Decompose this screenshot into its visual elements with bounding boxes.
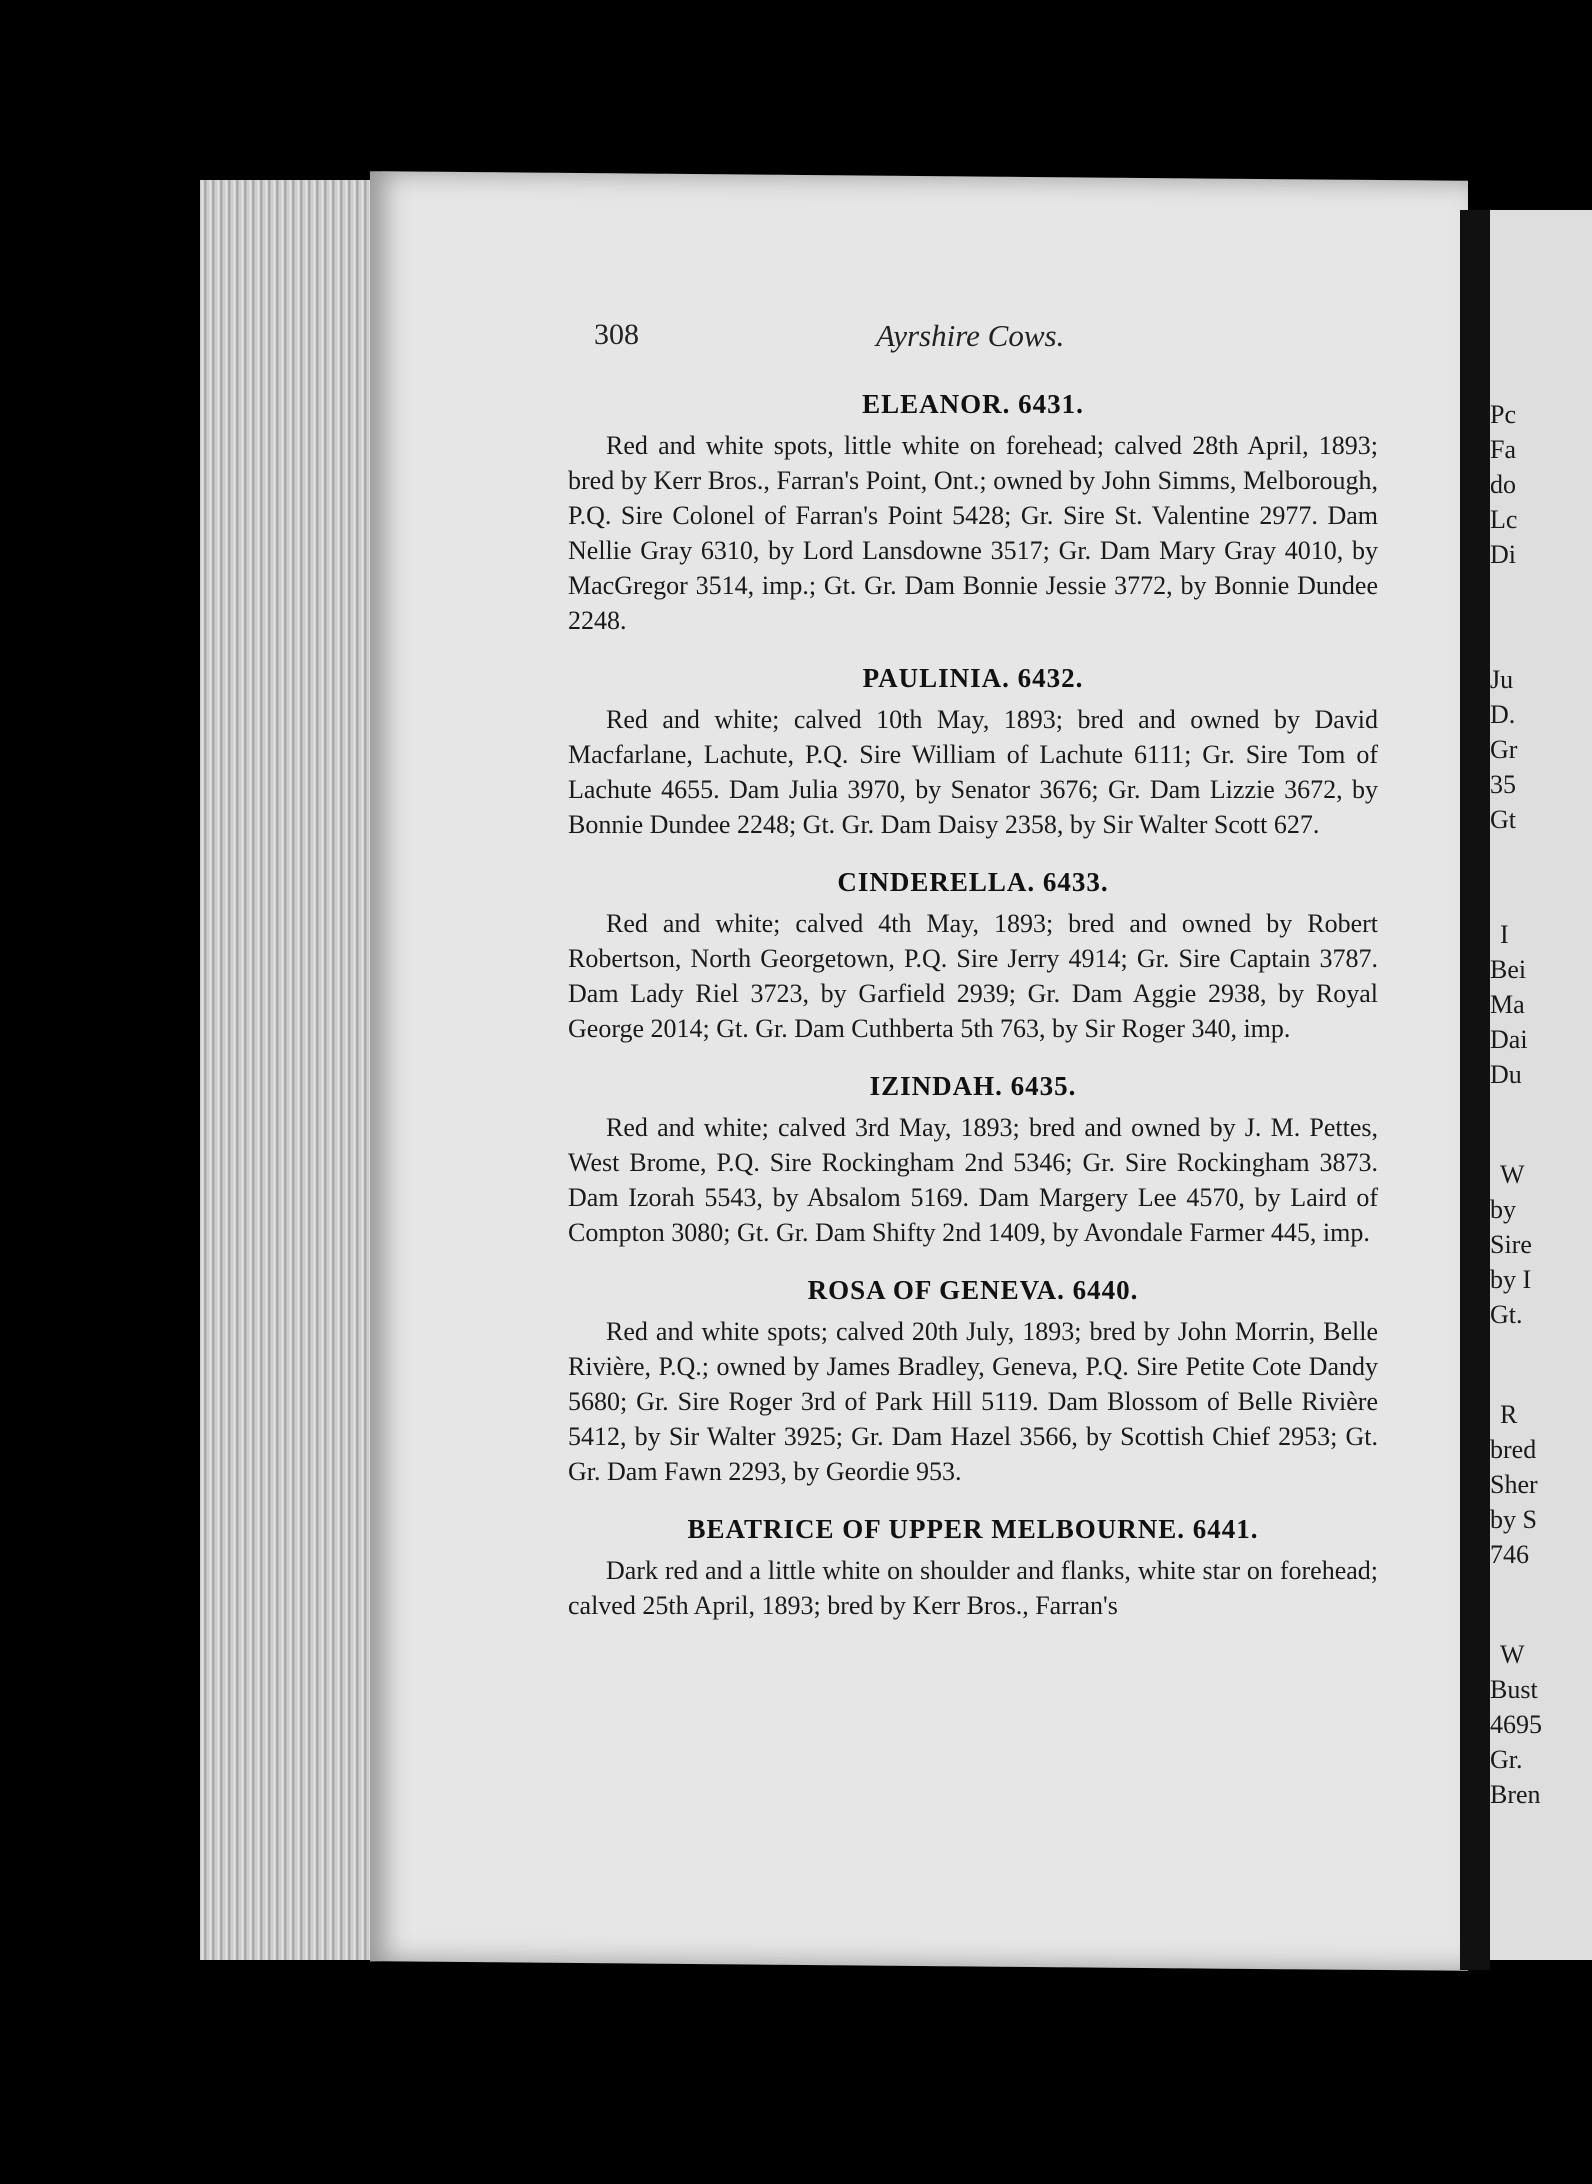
entry-title: ROSA OF GENEVA. 6440. xyxy=(807,1275,1139,1305)
adjacent-page-fragment: Dai xyxy=(1490,1025,1528,1054)
adjacent-page-fragment: Lc xyxy=(1490,505,1518,534)
running-title: Ayrshire Cows. xyxy=(876,318,1065,353)
adjacent-page-fragment: by xyxy=(1490,1195,1516,1224)
adjacent-page-fragment: Ju xyxy=(1490,665,1514,694)
entry-title: ELEANOR. 6431. xyxy=(862,389,1084,419)
entry-body: Red and white spots; calved 20th July, 1893; bred by John Morrin, Belle Rivière, P.Q.; owned by James Bradley, Geneva, P.Q. Sire Petite Cote Dandy 5680; Gr. Sire Roger 3rd of Park Hill 5119. Dam Blossom of Belle Rivière 5412, by Sir Walter 3925; Gr. Dam Hazel 3566, by Scottish Chief 2953; Gt. Gr. Dam Fawn 2293, by Geordie 953. xyxy=(568,1317,1378,1486)
adjacent-page-fragment: bred xyxy=(1490,1435,1537,1464)
entry-body: Red and white spots, little white on forehead; calved 28th April, 1893; bred by Kerr Bros., Farran's Point, Ont.; owned by John Simms, Melborough, P.Q. Sire Colonel of Farran's Point 5428; Gr. Sire St. Valentine 2977. Dam Nellie Gray 6310, by Lord Lansdowne 3517; Gr. Dam Mary Gray 4010, by MacGregor 3514, imp.; Gt. Gr. Dam Bonnie Jessie 3772, by Bonnie Dundee 2248. xyxy=(568,431,1378,635)
adjacent-page-fragment: Bust xyxy=(1490,1675,1538,1704)
page-header xyxy=(594,318,1394,368)
entry-cinderella xyxy=(568,862,1378,1046)
adjacent-page-fragment: Gt xyxy=(1490,805,1516,834)
adjacent-page-fragment: 35 xyxy=(1490,770,1516,799)
entry-title: IZINDAH. 6435. xyxy=(869,1071,1077,1101)
adjacent-page-fragment: by I xyxy=(1490,1265,1532,1294)
adjacent-page-fragment: Ma xyxy=(1490,990,1525,1019)
entry-eleanor xyxy=(568,384,1378,638)
adjacent-page-fragment: Du xyxy=(1490,1060,1522,1089)
entry-beatrice xyxy=(568,1509,1378,1623)
adjacent-page-fragment: Gt. xyxy=(1490,1300,1523,1329)
entry-izindah xyxy=(568,1066,1378,1250)
adjacent-page-fragment: W xyxy=(1500,1160,1525,1189)
entry-title: CINDERELLA. 6433. xyxy=(837,867,1109,897)
adjacent-page-fragment: Sher xyxy=(1490,1470,1538,1499)
adjacent-page xyxy=(1490,210,1592,1960)
adjacent-page-fragment: by S xyxy=(1490,1505,1537,1534)
adjacent-page-fragment: Gr xyxy=(1490,735,1518,764)
entry-rosa-of-geneva xyxy=(568,1270,1378,1489)
page-content xyxy=(568,384,1378,1643)
book-gutter xyxy=(1460,210,1490,1970)
adjacent-page-fragment: R xyxy=(1500,1400,1518,1429)
adjacent-page-fragment: 4695 xyxy=(1490,1710,1542,1739)
entry-body: Dark red and a little white on shoulder and flanks, white star on forehead; calved 25th April, 1893; bred by Kerr Bros., Farran's xyxy=(568,1556,1378,1620)
adjacent-page-fragment: Gr. xyxy=(1490,1745,1523,1774)
adjacent-page-fragment: Bren xyxy=(1490,1780,1541,1809)
adjacent-page-fragment: Fa xyxy=(1490,435,1516,464)
adjacent-page-fragment: Pc xyxy=(1490,400,1516,429)
adjacent-page-fragment: 746 xyxy=(1490,1540,1529,1569)
adjacent-page-fragment: do xyxy=(1490,470,1516,499)
entry-title: BEATRICE OF UPPER MELBOURNE. 6441. xyxy=(687,1514,1259,1544)
entry-body: Red and white; calved 10th May, 1893; bred and owned by David Macfarlane, Lachute, P.Q. Sire William of Lachute 6111; Gr. Sire Tom of Lachute 4655. Dam Julia 3970, by Senator 3676; Gr. Dam Lizzie 3672, by Bonnie Dundee 2248; Gt. Gr. Dam Daisy 2358, by Sir Walter Scott 627. xyxy=(568,705,1378,839)
adjacent-page-fragment: Bei xyxy=(1490,955,1527,984)
adjacent-page-fragment: D. xyxy=(1490,700,1516,729)
adjacent-page-fragment: Di xyxy=(1490,540,1516,569)
entry-body: Red and white; calved 3rd May, 1893; bred and owned by J. M. Pettes, West Brome, P.Q. Sire Rockingham 2nd 5346; Gr. Sire Rockingham 3873. Dam Izorah 5543, by Absalom 5169. Dam Margery Lee 4570, by Laird of Compton 3080; Gt. Gr. Dam Shifty 2nd 1409, by Avondale Farmer 445, imp. xyxy=(568,1113,1378,1247)
adjacent-page-fragment: I xyxy=(1500,920,1509,949)
entry-title: PAULINIA. 6432. xyxy=(862,663,1084,693)
entry-body: Red and white; calved 4th May, 1893; bred and owned by Robert Robertson, North Georgetown, P.Q. Sire Jerry 4914; Gr. Sire Captain 3787. Dam Lady Riel 3723, by Garfield 2939; Gr. Dam Aggie 2938, by Royal George 2014; Gt. Gr. Dam Cuthberta 5th 763, by Sir Roger 340, imp. xyxy=(568,909,1378,1043)
adjacent-page-fragment: Sire xyxy=(1490,1230,1532,1259)
adjacent-page-fragment: W xyxy=(1500,1640,1525,1669)
page-number: 308 xyxy=(594,318,639,351)
entry-paulinia xyxy=(568,658,1378,842)
